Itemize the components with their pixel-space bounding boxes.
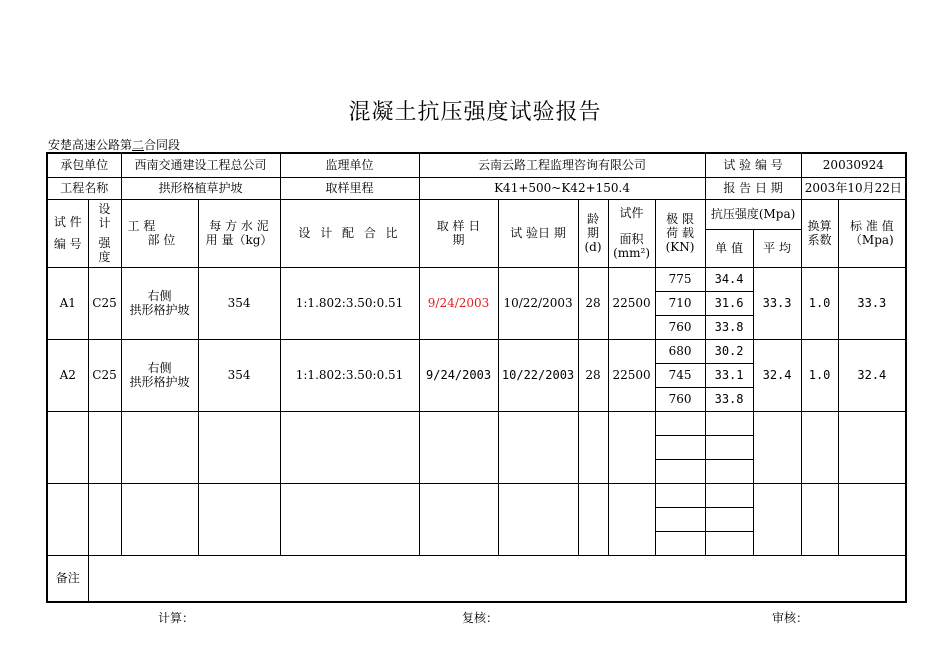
header-test-date: 试 验日 期 <box>498 199 578 267</box>
load-value: 710 <box>655 291 705 315</box>
empty-cell <box>705 411 753 435</box>
design-grade: C25 <box>88 267 121 339</box>
empty-cell <box>608 483 655 555</box>
remarks-label: 备注 <box>47 555 88 602</box>
part-line: 拱形格护坡 <box>129 375 190 389</box>
header-text: 面积 <box>619 232 644 246</box>
load-value: 680 <box>655 339 705 363</box>
footer-calc: 计算： <box>158 611 195 625</box>
footer-audit: 审核： <box>772 611 809 625</box>
empty-cell <box>498 411 578 483</box>
header-text: (d) <box>584 240 602 254</box>
empty-cell <box>578 483 608 555</box>
empty-cell <box>47 411 88 483</box>
empty-cell <box>705 483 753 507</box>
empty-cell <box>88 411 121 483</box>
supervisor-value: 云南云路工程监理咨询有限公司 <box>419 153 705 177</box>
specimen-no: A2 <box>47 339 88 411</box>
report-table <box>46 152 907 603</box>
header-standard <box>838 199 906 267</box>
empty-cell <box>801 483 838 555</box>
header-text: 试 件 <box>53 215 82 229</box>
subhead-section: 二 <box>132 138 145 152</box>
info-row-1 <box>47 153 906 177</box>
test-no-value: 20030924 <box>801 153 906 177</box>
supervisor-label: 监理单位 <box>280 153 419 177</box>
single-value: 33.8 <box>705 387 753 411</box>
empty-cell <box>801 411 838 483</box>
project-value: 拱形格植草护坡 <box>121 177 280 199</box>
empty-cell <box>419 411 498 483</box>
project-part <box>121 267 198 339</box>
header-sample-date <box>419 199 498 267</box>
header-text: （Mpa) <box>849 233 894 247</box>
cement-amount: 354 <box>198 339 280 411</box>
header-design-strength <box>88 199 121 267</box>
header-text: 期 <box>587 226 600 240</box>
header-text: (mm²) <box>613 246 650 260</box>
table-row <box>47 339 906 363</box>
sample-date: 9/24/2003 <box>419 267 498 339</box>
mix-ratio: 1:1.802:3.50:0.51 <box>280 267 419 339</box>
empty-cell <box>419 483 498 555</box>
load-value: 745 <box>655 363 705 387</box>
info-row-2 <box>47 177 906 199</box>
header-specimen-no <box>47 199 88 267</box>
station-label: 取样里程 <box>280 177 419 199</box>
empty-cell <box>498 483 578 555</box>
header-text: 计 <box>98 216 111 230</box>
empty-cell <box>655 483 705 507</box>
test-no-label: 试 验 编 号 <box>705 153 801 177</box>
header-text: 换算 <box>807 219 832 233</box>
empty-cell <box>655 531 705 555</box>
empty-cell <box>705 459 753 483</box>
average-value: 32.4 <box>753 339 801 411</box>
header-factor <box>801 199 838 267</box>
header-text: 取 样 日 <box>436 219 481 233</box>
header-text: 编 号 <box>53 237 82 251</box>
test-date: 10/22/2003 <box>498 267 578 339</box>
header-text: 强 <box>98 236 111 250</box>
empty-cell <box>655 435 705 459</box>
empty-cell <box>280 483 419 555</box>
header-text: 系数 <box>807 233 832 247</box>
remarks-row <box>47 555 906 602</box>
load-value: 760 <box>655 315 705 339</box>
empty-cell <box>121 483 198 555</box>
empty-cell <box>608 411 655 483</box>
report-date-label: 报 告 日 期 <box>705 177 801 199</box>
part-line: 右侧 <box>147 289 172 303</box>
load-value: 760 <box>655 387 705 411</box>
part-line: 右侧 <box>147 361 172 375</box>
specimen-no: A1 <box>47 267 88 339</box>
area: 22500 <box>608 339 655 411</box>
load-value: 775 <box>655 267 705 291</box>
station-value: K41+500~K42+150.4 <box>419 177 705 199</box>
header-single: 单 值 <box>705 229 753 267</box>
average-value: 33.3 <box>753 267 801 339</box>
header-cement <box>198 199 280 267</box>
header-part <box>121 199 198 267</box>
empty-cell <box>47 483 88 555</box>
header-text: 荷 载 <box>666 226 694 240</box>
header-strength: 抗压强度(Mpa) <box>705 199 801 229</box>
empty-cell <box>655 507 705 531</box>
header-text: 每 方 水 泥 <box>209 219 269 233</box>
standard-value: 33.3 <box>838 267 906 339</box>
single-value: 31.6 <box>705 291 753 315</box>
header-text: 极 限 <box>666 212 694 226</box>
project-label: 工程名称 <box>47 177 121 199</box>
empty-cell <box>198 483 280 555</box>
contractor-label: 承包单位 <box>47 153 121 177</box>
footer-review: 复核： <box>462 611 499 625</box>
header-text: 设 <box>98 202 111 216</box>
header-text: 用 量（kg） <box>205 233 273 247</box>
empty-cell <box>280 411 419 483</box>
part-line: 拱形格护坡 <box>129 303 190 317</box>
contract-section <box>48 136 180 153</box>
empty-cell <box>705 507 753 531</box>
mix-ratio: 1:1.802:3.50:0.51 <box>280 339 419 411</box>
standard-value: 32.4 <box>838 339 906 411</box>
header-load <box>655 199 705 267</box>
empty-cell <box>655 459 705 483</box>
single-value: 30.2 <box>705 339 753 363</box>
header-text: 度 <box>98 250 111 264</box>
empty-cell <box>88 483 121 555</box>
empty-cell <box>705 531 753 555</box>
subhead-prefix: 安楚高速公路第 <box>48 138 133 152</box>
header-text: 部 位 <box>147 233 176 247</box>
sample-date: 9/24/2003 <box>419 339 498 411</box>
empty-cell <box>838 411 906 483</box>
empty-cell <box>121 411 198 483</box>
empty-cell <box>655 411 705 435</box>
header-text: 试件 <box>619 206 644 220</box>
header-average: 平 均 <box>753 229 801 267</box>
project-part <box>121 339 198 411</box>
empty-cell <box>753 411 801 483</box>
report-date-value: 2003年10月22日 <box>801 177 906 199</box>
factor-value: 1.0 <box>801 267 838 339</box>
empty-cell <box>198 411 280 483</box>
empty-cell <box>838 483 906 555</box>
header-text: 期 <box>452 233 465 247</box>
remarks-content <box>88 555 906 602</box>
single-value: 33.1 <box>705 363 753 387</box>
single-value: 33.8 <box>705 315 753 339</box>
page-title: 混凝土抗压强度试验报告 <box>348 100 602 125</box>
table-row <box>47 267 906 291</box>
header-text: (KN) <box>665 240 695 254</box>
header-area <box>608 199 655 267</box>
header-text: 工 程 <box>127 219 156 233</box>
empty-cell <box>578 411 608 483</box>
area: 22500 <box>608 267 655 339</box>
header-row-1 <box>47 199 906 229</box>
subhead-suffix: 合同段 <box>144 138 181 152</box>
empty-cell <box>753 483 801 555</box>
header-mix-ratio: 设 计 配 合 比 <box>280 199 419 267</box>
contractor-value: 西南交通建设工程总公司 <box>121 153 280 177</box>
age: 28 <box>578 267 608 339</box>
empty-cell <box>705 435 753 459</box>
single-value: 34.4 <box>705 267 753 291</box>
test-date: 10/22/2003 <box>498 339 578 411</box>
header-text: 龄 <box>587 212 600 226</box>
empty-row <box>47 411 906 435</box>
factor-value: 1.0 <box>801 339 838 411</box>
design-grade: C25 <box>88 339 121 411</box>
cement-amount: 354 <box>198 267 280 339</box>
age: 28 <box>578 339 608 411</box>
header-age <box>578 199 608 267</box>
header-text: 标 准 值 <box>850 219 894 233</box>
empty-row <box>47 483 906 507</box>
